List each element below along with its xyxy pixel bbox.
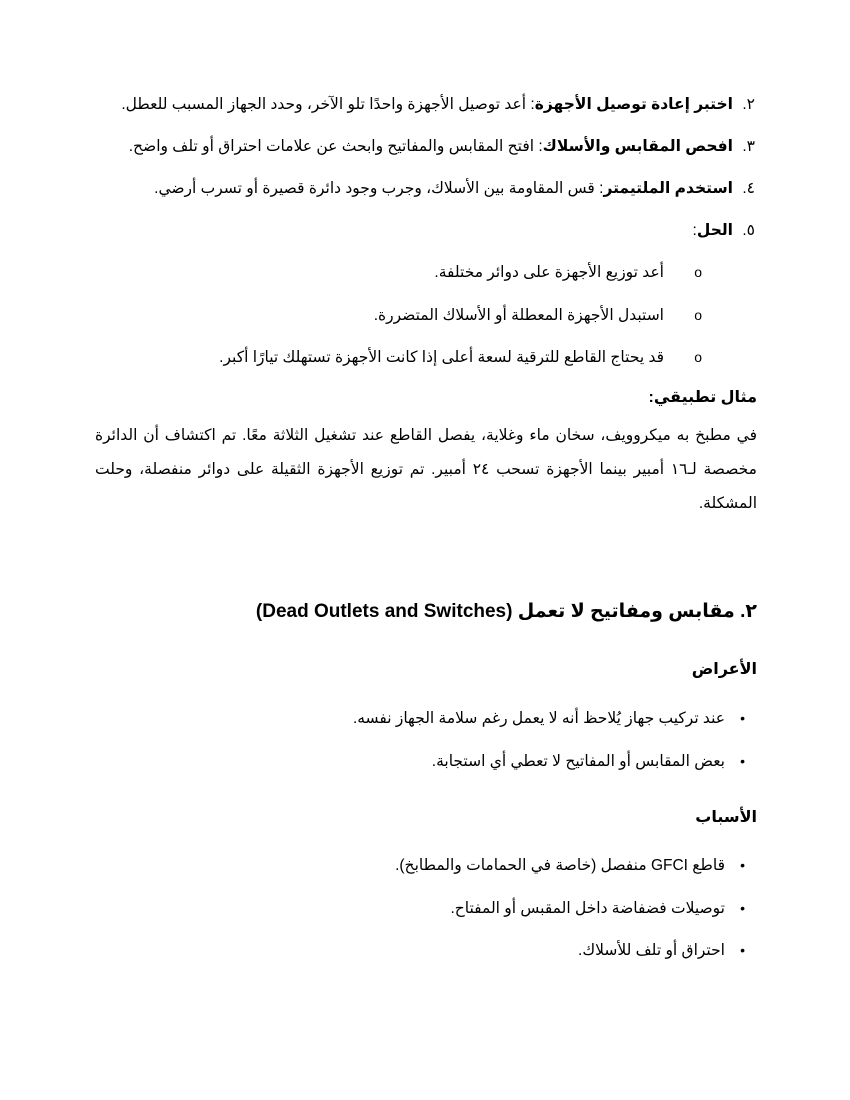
circle-bullet-icon: o <box>694 349 702 365</box>
step-title: اختبر إعادة توصيل الأجهزة <box>534 96 733 113</box>
cause-item <box>395 855 745 876</box>
solution-item <box>374 305 702 326</box>
causes-heading: الأسباب <box>695 809 757 826</box>
step-item-2 <box>121 95 755 115</box>
solution-item <box>434 262 702 283</box>
step-item-5 <box>693 221 755 241</box>
step-number: ٢. <box>742 96 755 113</box>
solution-text: استبدل الأجهزة المعطلة أو الأسلاك المتضررة. <box>373 307 664 324</box>
symptom-item <box>353 708 745 729</box>
solution-text: قد يحتاج القاطع للترقية لسعة أعلى إذا كانت الأجهزة تستهلك تيارًا أكبر. <box>219 349 664 366</box>
bullet-icon: • <box>740 900 745 916</box>
step-text: : افتح المقابس والمفاتيح وابحث عن علامات احتراق أو تلف واضح. <box>128 138 543 155</box>
symptom-item <box>432 751 745 772</box>
example-paragraph: في مطبخ به ميكروويف، سخان ماء وغلاية، يفصل القاطع عند تشغيل الثلاثة معًا. تم اكتشاف أن الدائرة مخصصة لـ١٦ أمبير بينما الأجهزة تسحب ٢٤ أمبير. تم توزيع الأجهزة الثقيلة على دوائر منفصلة، وحلت المشكلة. <box>95 427 757 512</box>
cause-item <box>578 940 745 961</box>
bullet-icon: • <box>740 857 745 873</box>
circle-bullet-icon: o <box>694 307 702 323</box>
step-item-4 <box>154 179 755 199</box>
solution-text: أعد توزيع الأجهزة على دوائر مختلفة. <box>434 264 664 281</box>
section-title: ٢. مقابس ومفاتيح لا تعمل (Dead Outlets and Switches) <box>255 601 757 622</box>
step-item-3 <box>129 137 755 157</box>
solution-item <box>219 347 702 368</box>
bullet-icon: • <box>740 710 745 726</box>
example-heading: مثال تطبيقي: <box>648 389 757 406</box>
step-text: : قس المقاومة بين الأسلاك، وجرب وجود دائرة قصيرة أو تسرب أرضي. <box>154 180 604 197</box>
symptom-text: عند تركيب جهاز يُلاحظ أنه لا يعمل رغم سلامة الجهاز نفسه. <box>352 710 725 727</box>
step-number: ٤. <box>742 180 755 197</box>
bullet-icon: • <box>740 942 745 958</box>
step-title: استخدم الملتيمتر <box>603 180 733 197</box>
symptoms-heading: الأعراض <box>691 661 757 678</box>
bullet-icon: • <box>740 753 745 769</box>
step-text: : <box>692 222 697 239</box>
step-title: افحص المقابس والأسلاك <box>542 138 733 155</box>
step-title: الحل <box>696 222 733 239</box>
cause-text: قاطع GFCI منفصل (خاصة في الحمامات والمطابخ). <box>395 857 725 874</box>
step-text: : أعد توصيل الأجهزة واحدًا تلو الآخر، وحدد الجهاز المسبب للعطل. <box>121 96 535 113</box>
cause-text: احتراق أو تلف للأسلاك. <box>578 942 725 959</box>
step-number: ٥. <box>742 222 755 239</box>
cause-text: توصيلات فضفاضة داخل المقبس أو المفتاح. <box>450 900 725 917</box>
circle-bullet-icon: o <box>694 264 702 280</box>
step-number: ٣. <box>742 138 755 155</box>
symptom-text: بعض المقابس أو المفاتيح لا تعطي أي استجابة. <box>431 753 725 770</box>
cause-item <box>450 898 745 919</box>
